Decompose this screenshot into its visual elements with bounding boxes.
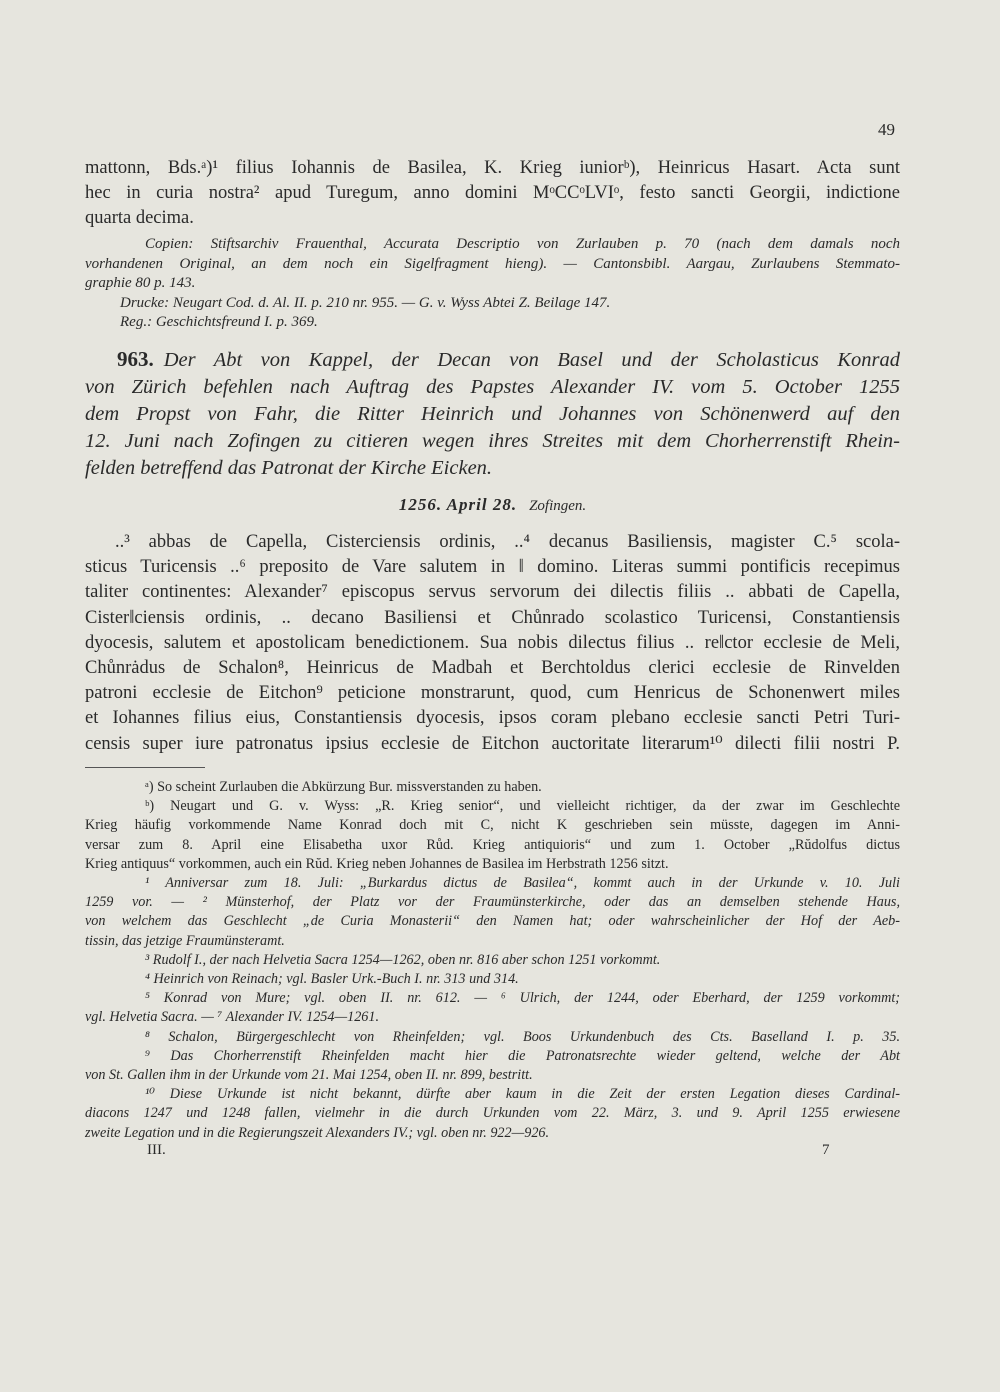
intro-line: hec in curia nostra² apud Turegum, anno domini MᵒCCᵒLVIᵒ, festo sancti Georgii, indictione (85, 183, 900, 203)
footnote-line: ⁸ Schalon, Bürgergeschlecht von Rheinfelden; vgl. Boos Urkundenbuch des Cts. Baselland I. p. 35. (145, 1028, 900, 1045)
document-number: 963. (117, 347, 154, 371)
footnote-line: ¹ Anniversar zum 18. Juli: „Burkardus dictus de Basilea“, kommt auch in der Urkunde v. 10. Juli (145, 875, 900, 892)
volume-signature: III. (147, 1142, 166, 1158)
document-date (85, 495, 900, 515)
heading-line: von Zürich befehlen nach Auftrag des Papstes Alexander IV. vom 5. October 1255 (85, 376, 900, 398)
body-line: dyocesis, salutem et apostolicam benedictionem. Sua nobis dilectus filius .. re‖ctor ecclesie de Meli, (85, 632, 900, 653)
footnote-line: ⁵ Konrad von Mure; vgl. oben II. nr. 612. — ⁶ Ulrich, der 1244, oder Eberhard, der 1259 vorkommt; (145, 990, 900, 1007)
body-line: Cister‖ciensis ordinis, .. decano Basiliensi et Chůnrado scolastico Turicensi, Constantiensis (85, 607, 900, 628)
copien-line: vorhandenen Original, an dem noch ein Sigelfragment hieng). — Cantonsbibl. Aargau, Zurlaubens Stemmato- (85, 255, 900, 272)
footnote-line: ᵇ) Neugart und G. v. Wyss: „R. Krieg senior“, und vielleicht richtiger, da der zwar im Geschlechte (145, 798, 900, 815)
intro-paragraph (85, 156, 900, 231)
reg-line: Reg.: Geschichtsfreund I. p. 369. (120, 314, 318, 330)
copien-line: Copien: Stiftsarchiv Frauenthal, Accurata Descriptio von Zurlauben p. 70 (nach dem damals noch (145, 236, 900, 252)
place-text: Zofingen. (529, 498, 587, 514)
footnote-divider (85, 767, 205, 768)
intro-line: mattonn, Bds.ᵃ)¹ filius Iohannis de Basilea, K. Krieg iuniorᵇ), Heinricus Hasart. Acta sunt (85, 158, 900, 178)
heading-line: felden betreffend das Patronat der Kirche Eicken. (85, 457, 493, 479)
footnote-line: diacons 1247 und 1248 fallen, vielmehr in die durch Urkunden vom 22. März, 3. und 9. April 1255 erwiesene (85, 1105, 900, 1122)
heading-line: dem Propst von Fahr, die Ritter Heinrich und Johannes von Schönenwerd auf den (85, 403, 900, 425)
footnote-line: 1259 vor. — ² Münsterhof, der Platz vor der Fraumünsterkirche, oder das an demselben stehende Haus, (85, 894, 900, 911)
footnote-line: zweite Legation und in die Regierungszeit Alexanders IV.; vgl. oben nr. 922—926. (85, 1124, 550, 1141)
heading-line: 12. Juni nach Zofingen zu citieren wegen ihres Streites mit dem Chorherrenstift Rhein- (85, 430, 900, 452)
body-line: censis super iure patronatus ipsius ecclesie de Eitchon auctoritate literarum¹⁰ dilecti filii nostri P. (85, 733, 900, 754)
body-line: ..³ abbas de Capella, Cisterciensis ordinis, ..⁴ decanus Basiliensis, magister C.⁵ scola- (115, 532, 900, 552)
sources-block (85, 235, 900, 333)
footnote-line: ¹⁰ Diese Urkunde ist nicht bekannt, dürfte aber kaum in die Zeit der ersten Legation dieses Cardinal- (145, 1086, 900, 1103)
drucke-line: Drucke: Neugart Cod. d. Al. II. p. 210 nr. 955. — G. v. Wyss Abtei Z. Beilage 147. (120, 294, 611, 311)
copien-line: graphie 80 p. 143. (85, 275, 196, 291)
footnote-line: versar zum 8. April eine Elisabetha uxor Růd. Krieg antiquioris“ und zum 1. October „Rŭdolfus dictus (85, 836, 900, 853)
page-number: 49 (878, 120, 895, 139)
body-line: patroni ecclesie de Eitchon⁹ peticione monstrarunt, quod, cum Henricus de Schonenwert miles (85, 683, 900, 704)
intro-line: quarta decima. (85, 208, 194, 228)
footnote-line: ⁹ Das Chorherrenstift Rheinfelden macht hier die Patronatsrechte wieder geltend, welche der Abt (145, 1047, 900, 1064)
body-line: et Iohannes filius eius, Constantiensis dyocesis, ipsos coram plebano ecclesie sancti Petri Turi- (85, 708, 900, 729)
document-heading (85, 346, 900, 482)
footnote-line: tissin, das jetzige Fraumünsteramt. (85, 932, 285, 949)
body-line: Chůnrȧdus de Schalon⁸, Heinricus de Madbah et Berchtoldus clerici ecclesie de Rinvelden (85, 658, 900, 679)
body-line: taliter continentes: Alexander⁷ episcopus servus servorum dei dilectis filiis .. abbati de Capella, (85, 582, 900, 603)
italic-footnotes (85, 874, 900, 1143)
heading-line: Der Abt von Kappel, der Decan von Basel und der Scholasticus Konrad (163, 349, 900, 371)
date-text: 1256. April 28. (398, 495, 518, 514)
footnote-line: ³ Rudolf I., der nach Helvetia Sacra 1254—1262, oben nr. 816 aber schon 1251 vorkommt. (145, 951, 661, 968)
footnote-line: ⁴ Heinrich von Reinach; vgl. Basler Urk.-Buch I. nr. 313 und 314. (145, 971, 519, 988)
footnote-line: vgl. Helvetia Sacra. — ⁷ Alexander IV. 1254—1261. (85, 1009, 380, 1026)
document-body (85, 530, 900, 757)
body-line: sticus Turicensis ..⁶ preposito de Vare salutem in ‖ domino. Literas summi pontificis recepimus (85, 557, 900, 578)
footnote-line: von St. Gallen ihm in der Urkunde vom 21. Mai 1254, oben II. nr. 899, bestritt. (85, 1067, 533, 1084)
sheet-signature: 7 (822, 1142, 830, 1158)
footnote-line: Krieg antiquus“ vorkommen, auch ein Rŭd. Krieg neben Johannes de Basilea im Herbstrath 1256 sitzt. (85, 855, 669, 872)
footnote-line: Krieg häufig vorkommende Name Konrad doch mit C, nicht K geschrieben sein müsste, dagegen im Anni- (85, 817, 900, 834)
footnotes-block (85, 778, 900, 1143)
footnote-line: von welchem das Geschlecht „de Curia Monasterii“ den Namen hat; oder wahrscheinlicher der Hof der Aeb- (85, 913, 900, 930)
footnote-line: ᵃ) So scheint Zurlauben die Abkürzung Bur. missverstanden zu haben. (145, 779, 542, 795)
